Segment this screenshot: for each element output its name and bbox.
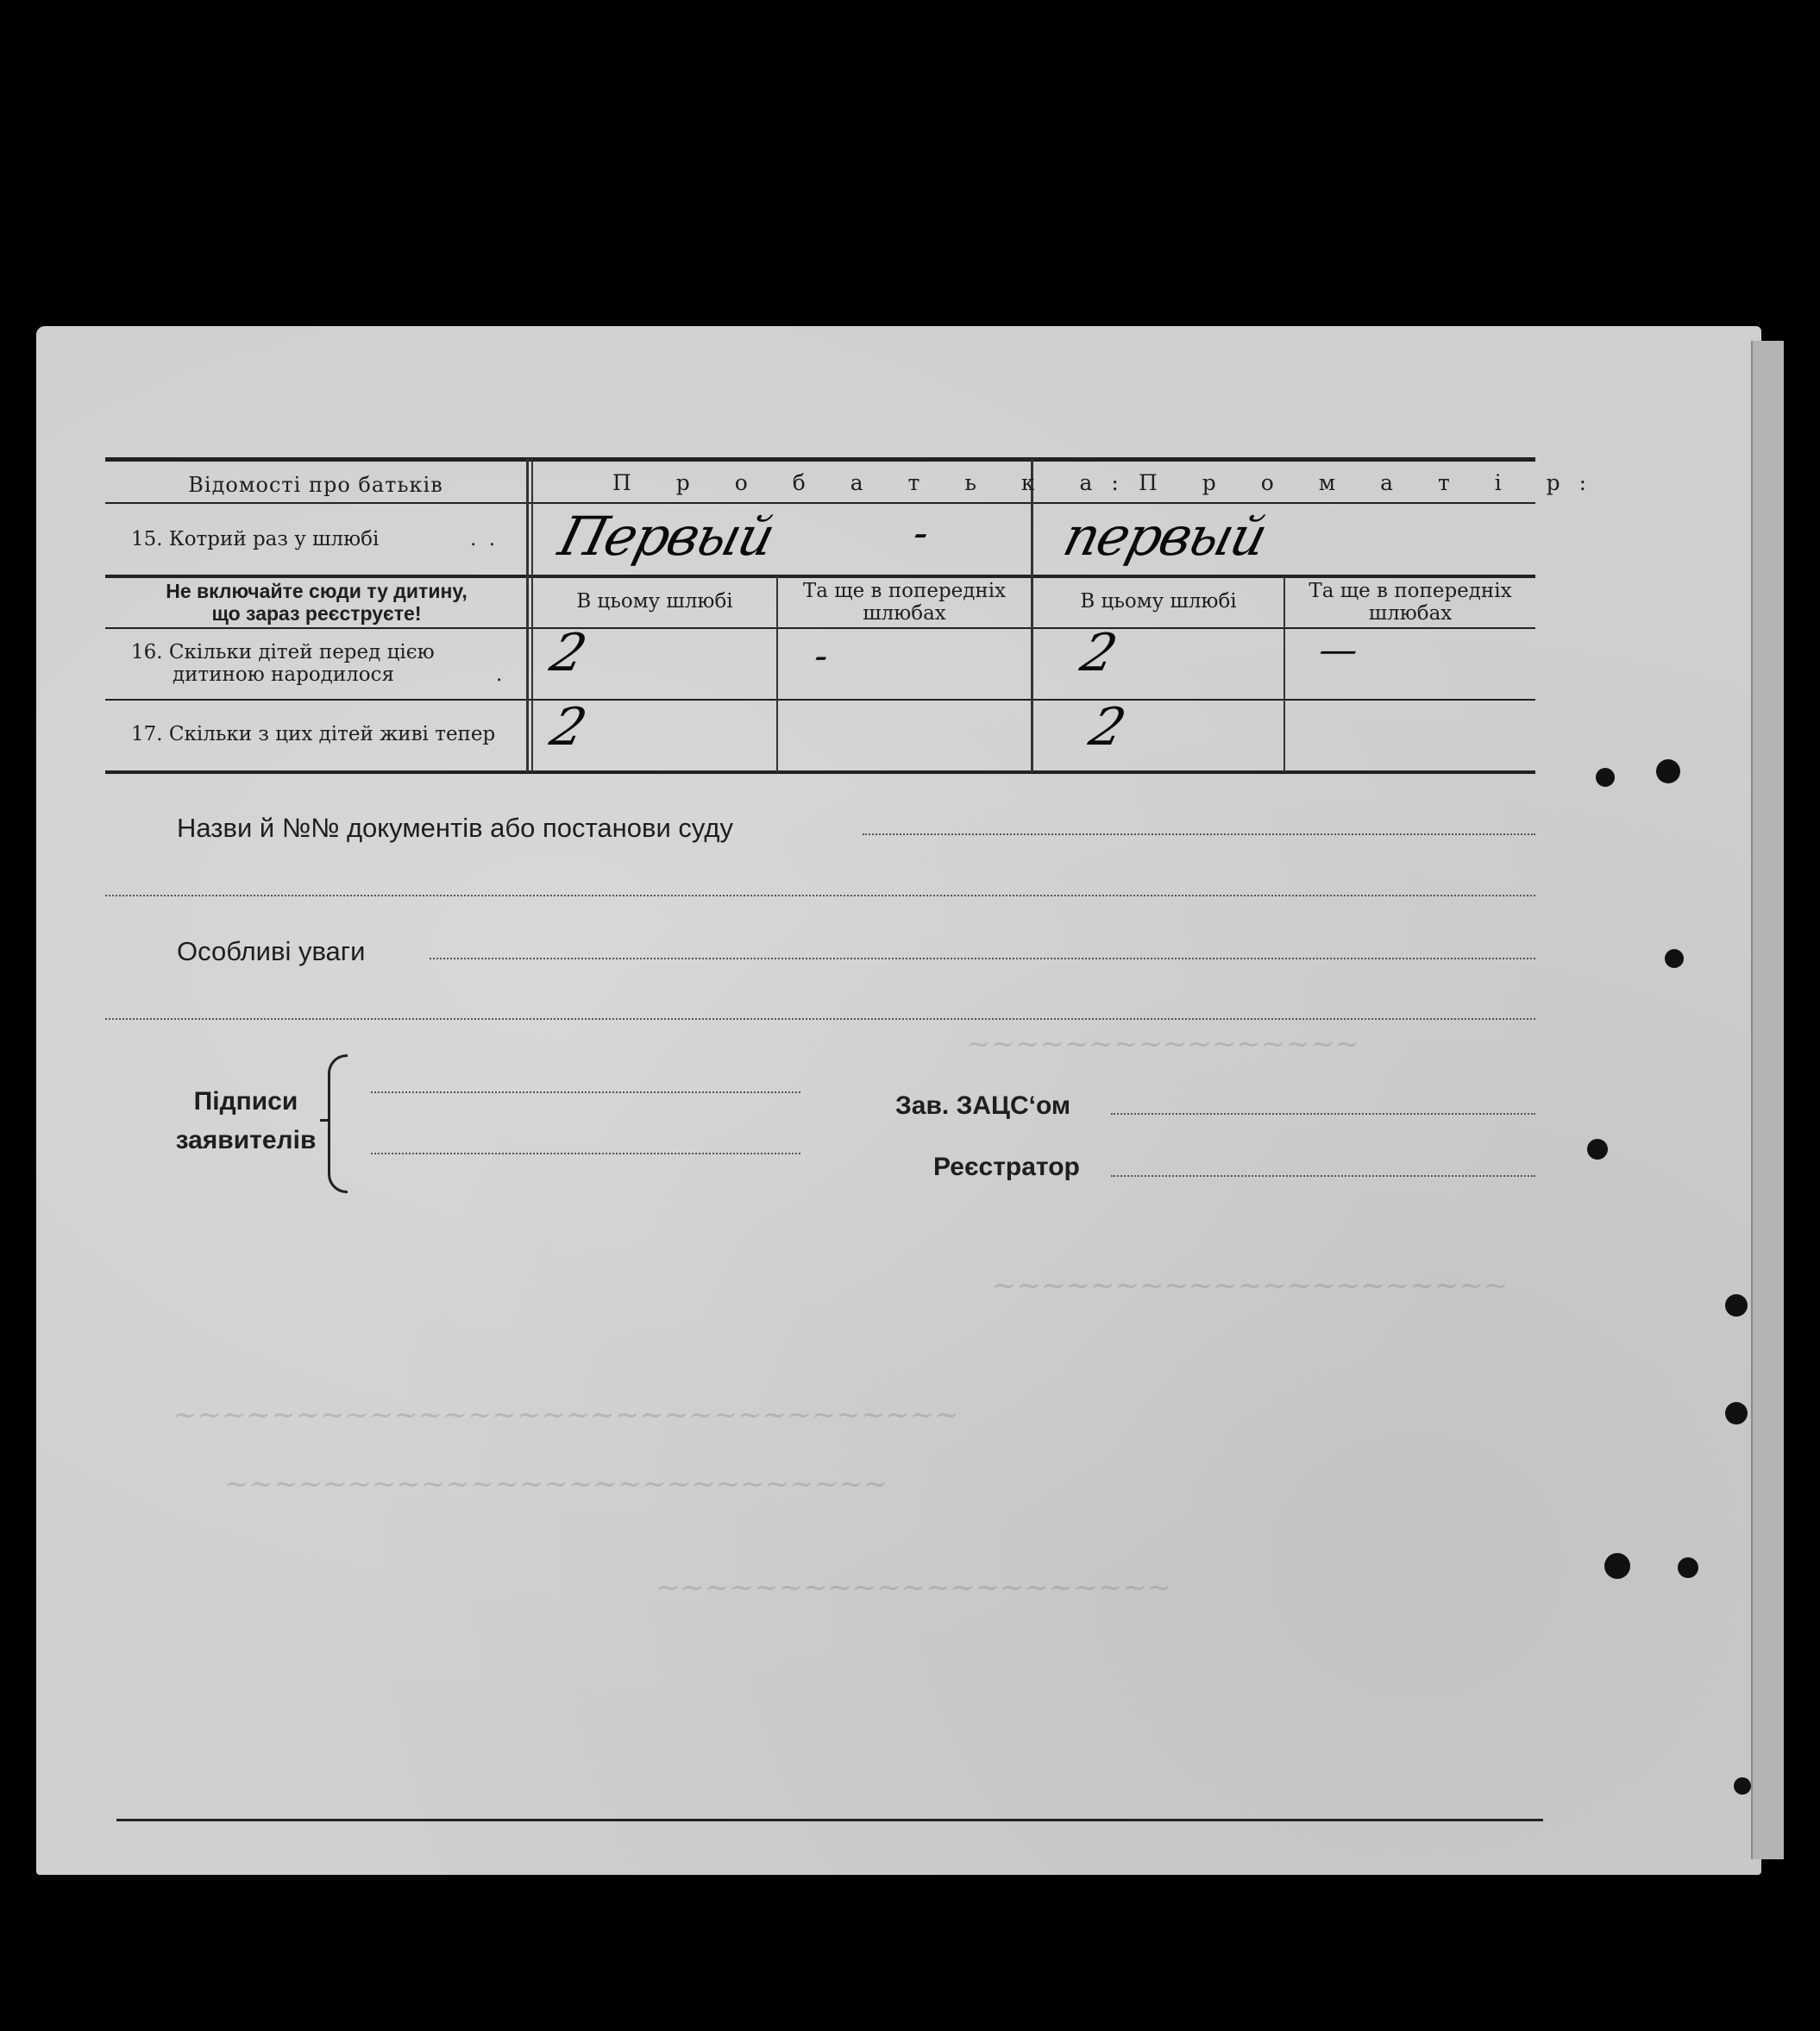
applicant-signature-line-1[interactable] — [371, 1091, 800, 1093]
row17-label: 17. Скільки з цих дітей живі тепер — [131, 723, 496, 745]
table-bottom-rule — [105, 770, 1535, 774]
row16-father-this-value: 2 — [544, 623, 593, 683]
table-vline — [531, 459, 533, 772]
row16-father-prev-value: - — [809, 634, 834, 678]
row16-dots: . — [496, 663, 503, 686]
table-vline — [1031, 459, 1033, 772]
punch-hole — [1656, 759, 1680, 783]
mother-previous-header-line2: шлюбах — [1368, 602, 1453, 625]
bleed-through: ~~~~~~~~~~~~~~~~~~~~~ — [992, 1268, 1509, 1303]
registrar-signature-line[interactable] — [1111, 1175, 1535, 1177]
punch-hole — [1665, 949, 1684, 968]
registrar-label: Реєстратор — [933, 1153, 1080, 1181]
mother-this-marriage-header: В цьому шлюбі — [1080, 590, 1237, 613]
documents-label: Назви й №№ документів або постанови суду — [177, 813, 733, 843]
zags-head-label: Зав. ЗАЦС‘ом — [895, 1091, 1071, 1120]
row15-mother-value: первый — [1057, 505, 1272, 568]
punch-hole — [1596, 768, 1615, 787]
applicants-signatures-line2: заявителів — [175, 1126, 317, 1154]
parents-info-header: Відомості про батьків — [188, 473, 443, 497]
punch-hole — [1587, 1139, 1608, 1160]
row17-father-this-value: 2 — [544, 697, 593, 758]
table-rule — [105, 627, 1535, 629]
row15-dots: . . — [470, 528, 496, 550]
table-rule — [105, 502, 1535, 504]
row16-label-line1: 16. Скільки дітей перед цією — [131, 641, 435, 663]
table-rule — [105, 575, 1535, 578]
exclusion-warning-line2: що зараз реєструєте! — [211, 602, 422, 625]
row16-mother-this-value: 2 — [1075, 623, 1123, 683]
remarks-label: Особливі уваги — [177, 936, 366, 966]
bleed-through: ~~~~~~~~~~~~~~~~~~~~~~~~~~~~~~~~ — [173, 1398, 959, 1432]
mother-previous-header-line1: Та ще в попередніх — [1309, 580, 1512, 602]
punch-hole — [1734, 1777, 1751, 1795]
remarks-line[interactable] — [430, 958, 1535, 959]
row16-label-line2: дитиною народилося — [173, 663, 395, 686]
documents-line-2[interactable] — [105, 895, 1535, 896]
documents-line[interactable] — [863, 833, 1535, 835]
zags-head-signature-line[interactable] — [1111, 1113, 1535, 1115]
table-rule — [105, 699, 1535, 701]
bleed-through: ~~~~~~~~~~~~~~~~ — [966, 1027, 1359, 1061]
punch-hole — [1678, 1557, 1698, 1578]
exclusion-warning-line1: Не включайте сюди ту дитину, — [166, 580, 468, 602]
father-previous-header-line2: шлюбах — [863, 602, 946, 625]
punch-hole — [1725, 1402, 1748, 1424]
bottom-rule — [116, 1819, 1543, 1821]
punch-hole — [1725, 1294, 1748, 1317]
remarks-line-2[interactable] — [105, 1018, 1535, 1020]
table-top-rule — [105, 457, 1535, 462]
father-previous-header-line1: Та ще в попередніх — [802, 580, 1007, 602]
applicant-signature-line-2[interactable] — [371, 1153, 800, 1154]
father-header: П р о б а т ь к а: — [612, 470, 1138, 495]
applicants-signatures-line1: Підписи — [193, 1087, 298, 1116]
sheet-edge — [1751, 341, 1784, 1859]
father-this-marriage-header: В цьому шлюбі — [576, 590, 733, 613]
mother-header: П р о м а т і р: — [1139, 470, 1606, 495]
row16-mother-prev-value: — — [1314, 628, 1364, 672]
signatures-brace — [328, 1054, 348, 1193]
bleed-through: ~~~~~~~~~~~~~~~~~~~~~ — [656, 1570, 1172, 1605]
row15-father-mark: - — [908, 509, 935, 557]
bleed-through: ~~~~~~~~~~~~~~~~~~~~~~~~~~~ — [224, 1467, 888, 1501]
punch-hole — [1604, 1553, 1630, 1579]
row15-label: 15. Котрий раз у шлюбі — [131, 528, 380, 550]
row17-mother-this-value: 2 — [1083, 697, 1132, 758]
row15-father-value: Первый — [552, 505, 781, 568]
